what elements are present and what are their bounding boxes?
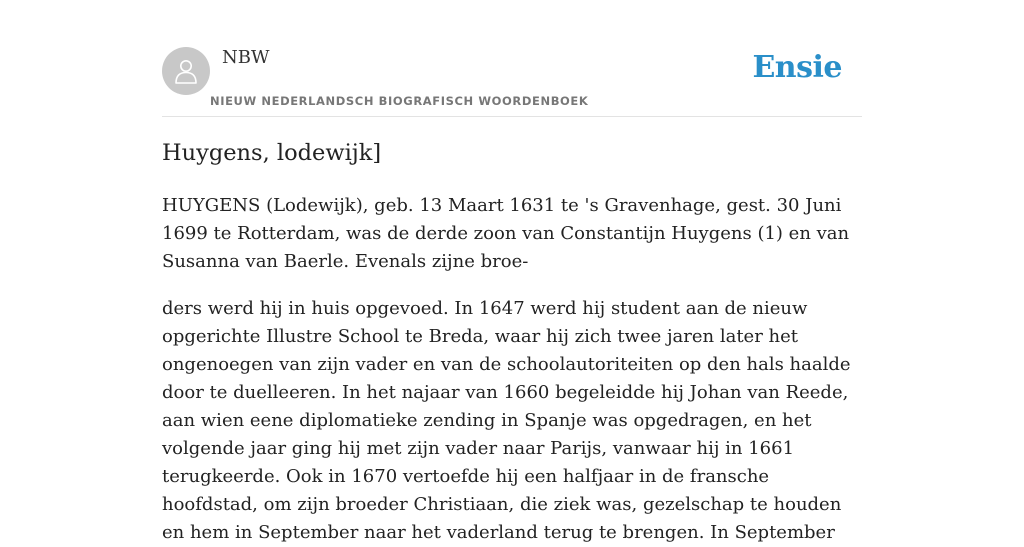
source-full-name: NIEUW NEDERLANDSCH BIOGRAFISCH WOORDENBOEK (210, 94, 589, 108)
source-avatar[interactable] (162, 47, 210, 95)
article-paragraph: ders werd hij in huis opgevoed. In 1647 werd hij student aan de nieuw opgerichte Illustre School te Breda, waar hij zich twee jaren later het ongenoegen van zijn vader en van de schoolautoriteiten op den hals haalde door te duelleeren. In het najaar van 1660 begeleidde hij Johan van Reede, aan wien eene diplomatieke zending in Spanje was opgedragen, en het volgende jaar ging hij met zijn vader naar Parijs, vanwaar hij in 1661 terugkeerde. Ook in 1670 vertoefde hij een halfjaar in de fransche hoofdstad, om zijn broeder Christiaan, die ziek was, gezelschap te houden en hem in September naar het vaderland terug te brengen. In September (162, 298, 851, 543)
source-name-link[interactable]: NBW (222, 47, 270, 68)
source-header (162, 46, 862, 117)
user-placeholder-icon (174, 58, 198, 84)
article-paragraph: HUYGENS (Lodewijk), geb. 13 Maart 1631 te 's Gravenhage, gest. 30 Juni 1699 te Rotterdam, was de derde zoon van Constantijn Huygens (1) en van Susanna van Baerle. Evenals zijne broe- (162, 195, 850, 272)
ensie-logo[interactable]: Ensie (752, 50, 842, 85)
article-title: Huygens, lodewijk] (162, 140, 382, 166)
